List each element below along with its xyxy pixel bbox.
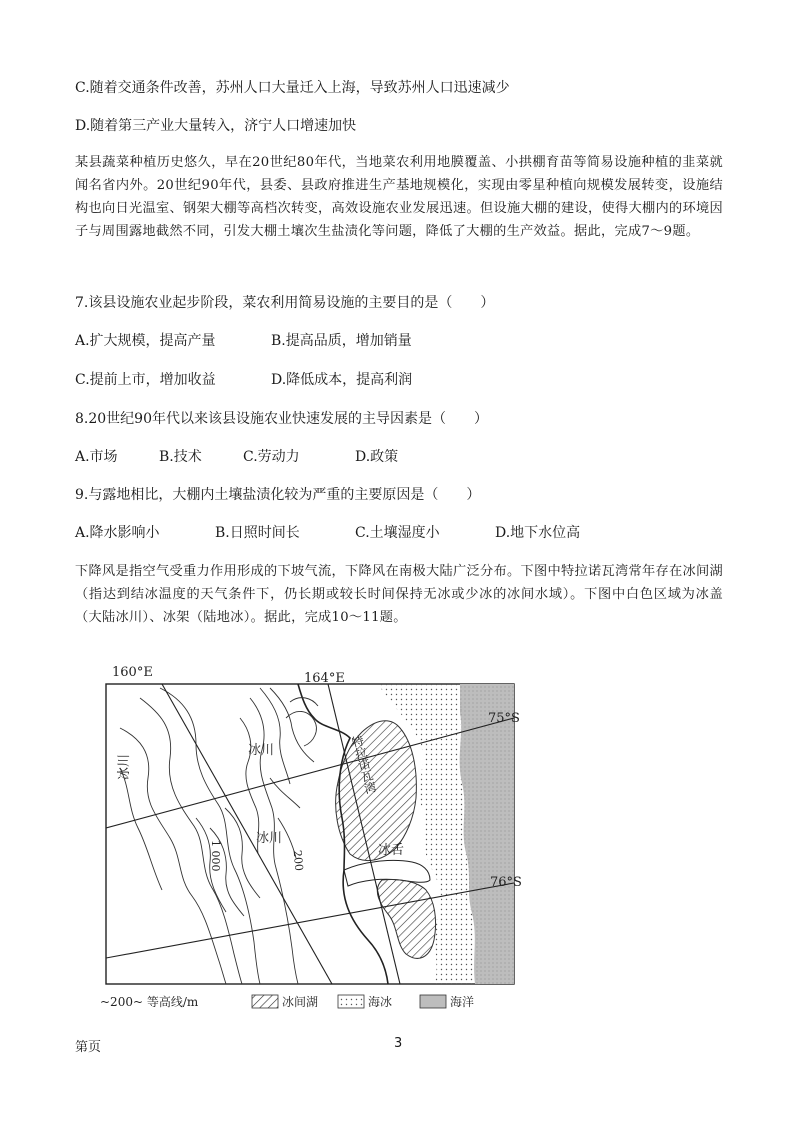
label-terra-nova-bay: 特拉诺瓦湾 — [348, 733, 379, 796]
q9-option-d: D.地下水位高 — [495, 525, 581, 541]
passage-katabatic-wind: 下降风是指空气受重力作用形成的下坡气流，下降风在南极大陆广泛分布。下图中特拉诺瓦湾常年存在冰间湖（指达到结冰温度的天气条件下，仍长期或较长时间保持无冰或少冰的冰间水域）。下图中白色区域为冰盖（大陆冰川）、冰架（陆地冰）。据此，完成10～11题。 — [75, 564, 723, 625]
map-svg — [100, 658, 528, 1010]
label-lat-75: 75°S — [488, 711, 520, 726]
label-lat-76: 76°S — [490, 875, 522, 890]
q8-option-d: D.政策 — [355, 449, 399, 465]
legend-sea-ice: 海冰 — [368, 995, 393, 1009]
label-lon-160: 160°E — [112, 665, 153, 680]
q9-option-a: A.降水影响小 — [75, 525, 160, 541]
legend-polynya-swatch — [252, 995, 278, 1008]
footer-page-number: 3 — [394, 1036, 403, 1051]
q7-option-a: A.扩大规模，提高产量 — [75, 333, 216, 349]
terra-nova-bay-map — [100, 658, 528, 1010]
legend-polynya: 冰间湖 — [282, 995, 319, 1009]
q8-option-c: C.劳动力 — [243, 449, 300, 465]
q7-stem: 7.该县设施农业起步阶段，菜农利用简易设施的主要目的是（ ） — [75, 295, 495, 311]
q8-options — [75, 447, 398, 467]
q7-option-c: C.提前上市，增加收益 — [75, 372, 216, 388]
label-ice-tongue: 冰舌 — [378, 843, 405, 858]
legend-contour: ~200~ 等高线/m — [100, 995, 199, 1009]
q9-stem: 9.与露地相比，大棚内土壤盐渍化较为严重的主要原因是（ ） — [75, 487, 481, 503]
q8-stem: 8.20世纪90年代以来该县设施农业快速发展的主导因素是（ ） — [75, 411, 488, 427]
label-lon-164: 164°E — [304, 671, 345, 686]
q7-option-d: D.降低成本，提高利润 — [271, 372, 413, 388]
q6-option-d: D.随着第三产业大量转入，济宁人口增速加快 — [75, 118, 357, 134]
q9-options — [75, 523, 580, 543]
q7-options-row2 — [75, 370, 412, 390]
footer-page-prefix: 第页 — [75, 1040, 102, 1055]
legend-ocean-swatch — [420, 995, 446, 1008]
q7-options-row1 — [75, 331, 412, 351]
passage-vegetable-county: 某县蔬菜种植历史悠久，早在20世纪80年代，当地菜农利用地膜覆盖、小拱棚育苗等简易设施种植的韭菜就闻名省内外。20世纪90年代，县委、县政府推进生产基地规模化，实现由零星种植向规模发展转变，设施结构也向日光温室、钢架大棚等高档次转变，高效设施农业发展迅速。但设施大棚的建设，使得大棚内的环境因子与周围露地截然不同，引发大棚土壤次生盐渍化等问题，降低了大棚的生产效益。据此，完成7～9题。 — [75, 155, 723, 239]
label-glacier-left: 冰川 — [117, 753, 132, 780]
label-contour-200: 200 — [290, 849, 306, 872]
q8-option-b: B.技术 — [159, 449, 202, 465]
q8-option-a: A.市场 — [75, 449, 118, 465]
q7-option-b: B.提高品质，增加销量 — [271, 333, 412, 349]
legend-ocean: 海洋 — [450, 995, 475, 1009]
map-legend — [100, 994, 474, 1009]
q6-option-c: C.随着交通条件改善，苏州人口大量迁入上海，导致苏州人口迅速减少 — [75, 80, 510, 96]
label-glacier-top: 冰川 — [248, 743, 275, 758]
label-contour-1000: 1 000 — [209, 840, 222, 872]
label-glacier-middle: 冰川 — [256, 831, 283, 846]
legend-sea-ice-swatch — [338, 995, 364, 1008]
q9-option-c: C.土壤湿度小 — [355, 525, 440, 541]
q9-option-b: B.日照时间长 — [215, 525, 300, 541]
